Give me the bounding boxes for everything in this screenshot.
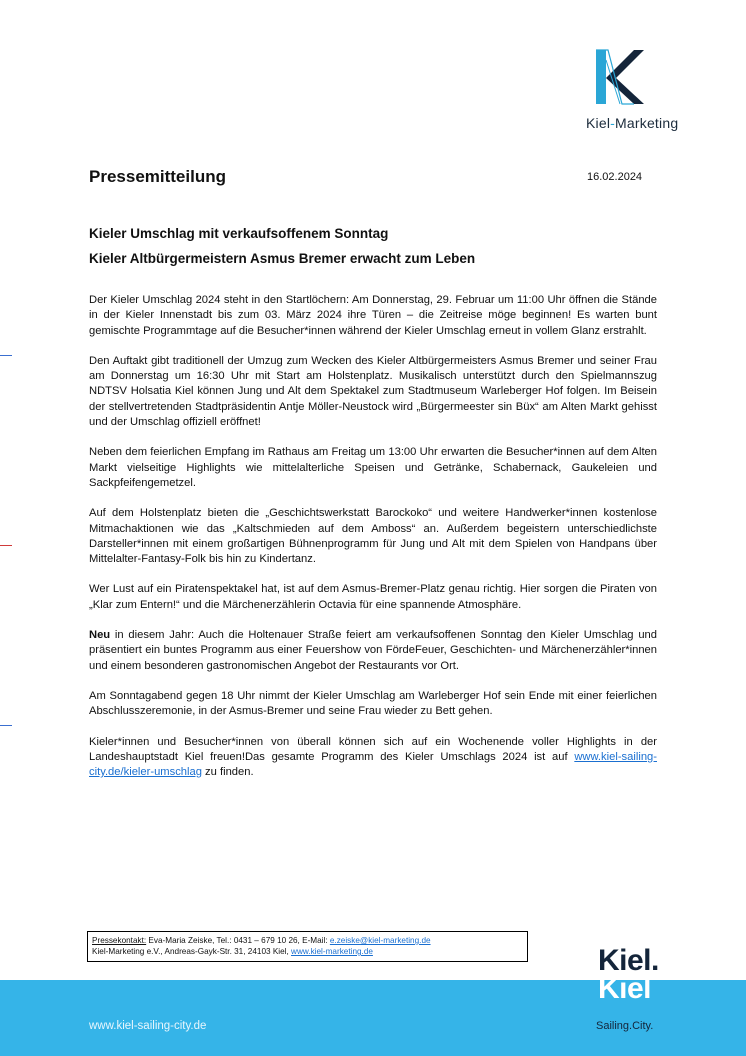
- paragraph: Am Sonntagabend gegen 18 Uhr nimmt der Kieler Umschlag am Warleberger Hof sein Ende mit einer feierlichen Abschlusszeremonie, in der Asmus-Bremer und seine Frau wieder zu Bett gehen.: [89, 689, 657, 718]
- logo-wordmark: Kiel-Marketing: [586, 115, 679, 131]
- paragraph: Den Auftakt gibt traditionell der Umzug zum Wecken des Kieler Altbürgermeisters Asmus Bremer und seiner Frau am Donnerstag um 16:30 Uhr mit Start am Holstenplatz. Musikalisch unterstützt durch den Spielmannszug NDTSV Holsatia Kiel können Jung und Alt dem Spektakel zum Stadtmuseum Warleberger Hof folgen. Im Beisein der stellvertretenden Stadtpräsidentin Antje Möller-Neustock wird „Bürgermeester sin Büx“ am Alten Markt gehisst und der Umschlag offiziell eröffnet!: [89, 354, 657, 429]
- paragraph: Neben dem feierlichen Empfang im Rathaus am Freitag um 13:00 Uhr erwarten die Besucher*innen auf dem Alten Markt vielseitige Highlights wie mittelalterliche Speisen und Getränke, Schabernack, Gaukeleien und Sackpfeifengemetzel.: [89, 446, 657, 489]
- headline-1: Kieler Umschlag mit verkaufsoffenem Sonntag: [89, 226, 389, 241]
- paragraph-neu: Neu in diesem Jahr: Auch die Holtenauer Straße feiert am verkaufsoffenen Sonntag den Kieler Umschlag und präsentiert ein buntes Programm aus einer Feuershow von FördeFeuer, Geschichten- und Märchenerzähler*innen und einem besonderen gastronomischen Angebot der Restaurants vor Ort.: [89, 629, 657, 672]
- contact-website-link[interactable]: www.kiel-marketing.de: [291, 947, 373, 956]
- contact-label: Pressekontakt:: [92, 936, 147, 945]
- fold-mark-bottom: [0, 725, 12, 726]
- footer-url[interactable]: www.kiel-sailing-city.de: [89, 1020, 207, 1032]
- contact-line-2: Kiel-Marketing e.V., Andreas-Gayk-Str. 31, 24103 Kiel, www.kiel-marketing.de: [92, 947, 373, 956]
- body-text: [89, 293, 657, 795]
- contact-email-link[interactable]: e.zeiske@kiel-marketing.de: [329, 936, 431, 945]
- document-date: 16.02.2024: [587, 171, 643, 183]
- paragraph: Wer Lust auf ein Piratenspektakel hat, ist auf dem Asmus-Bremer-Platz genau richtig. Hier sorgen die Piraten von „Klar zum Entern!“ und die Märchenerzählerin Octavia für eine spannende Atmosphäre.: [89, 583, 657, 611]
- punch-mark: [0, 545, 12, 546]
- paragraph: Auf dem Holstenplatz bieten die „Geschichtswerkstatt Barockoko“ und weitere Handwerker*innen kostenlose Mitmachaktionen wie das „Kaltschmieden auf dem Amboss“ an. Außerdem begeistern unterschiedlichste Darsteller*innen mit einem großartigen Bühnenprogramm für Jung und Alt mit dem Spielen von Handpans über Mittelalter-Fantasy-Folk bis hin zu Kindertanz.: [89, 507, 657, 566]
- k-logo-icon: [594, 48, 646, 110]
- kiel-marketing-logo: [586, 48, 686, 138]
- neu-label: Neu: [89, 629, 111, 642]
- contact-line-1: Pressekontakt: Eva-Maria Zeiske, Tel.: 0431 – 679 10 26, E-Mail: e.zeiske@kiel-marketing.de: [92, 936, 431, 945]
- sailing-city-tagline: Sailing.City.: [596, 1020, 654, 1032]
- press-contact-box: [87, 931, 528, 962]
- paragraph-closing: Kieler*innen und Besucher*innen von überall können sich auf ein Wochenende voller Highlights in der Landeshauptstadt Kiel freuen!Das gesamte Programm des Kieler Umschlags 2024 ist auf www.kiel-sailing-city.de/kieler-umschlag zu finden.: [89, 735, 657, 779]
- paragraph: Der Kieler Umschlag 2024 steht in den Startlöchern: Am Donnerstag, 29. Februar um 11:00 Uhr öffnen die Stände in der Kieler Innenstadt bis zum 03. März 2024 ihre Türen – die Zeitreise möge beginnen! Es warten bunt gemischte Programmtage auf die Besucher*innen während der Kieler Umschlag erneut in vollem Glanz erstrahlt.: [89, 294, 657, 337]
- fold-mark-top: [0, 355, 12, 356]
- kiel-sailing-city-logo: [596, 944, 686, 1044]
- kiel-wordmark: Kiel.: [598, 944, 659, 977]
- page-title: Pressemitteilung: [89, 167, 226, 186]
- program-link[interactable]: www.kiel-sailing-city.de/kieler-umschlag: [89, 750, 657, 779]
- kiel-wordmark-mirror: Kiel: [598, 972, 652, 1005]
- headline-2: Kieler Altbürgermeistern Asmus Bremer erwacht zum Leben: [89, 251, 476, 266]
